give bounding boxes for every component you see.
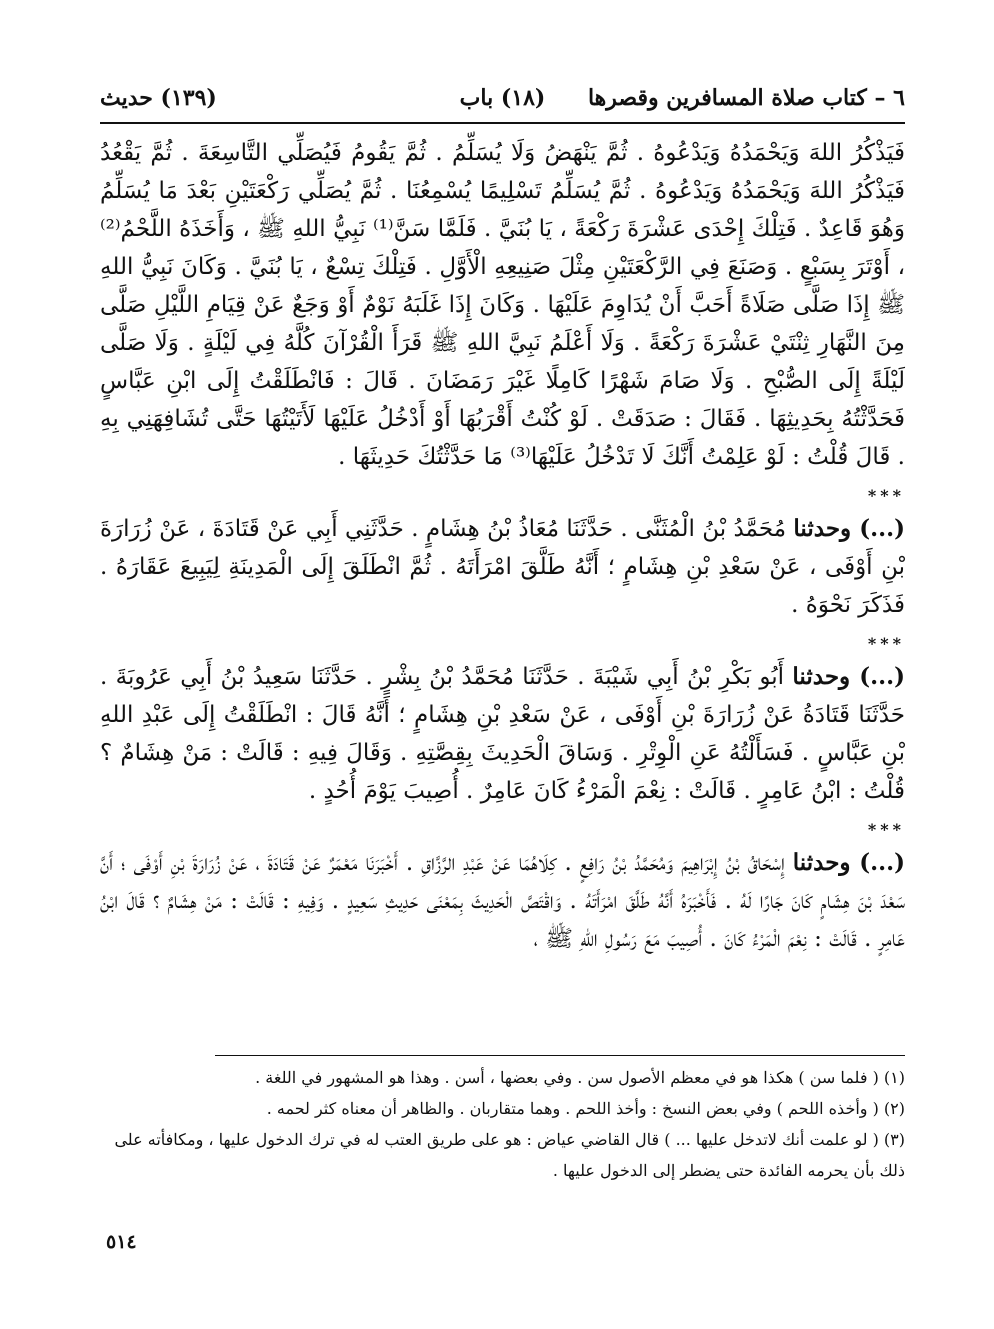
hadith-lead: (...) وحدثنا <box>793 515 905 542</box>
hadith-text: أَبُو بَكْرِ بْنُ أَبِي شَيْبَةَ . حَدَّثَنَا مُحَمَّدُ بْنُ بِشْرٍ . حَدَّثَنَا سَعِيدُ بْنُ أَبِي عَرُوبَةَ . حَدَّثَنَا قَتَادَةُ عَنْ زُرَارَةَ بْنِ أَوْفَى ، عَنْ سَعْدِ بْنِ هِشَامٍ ؛ أَنَّهُ قَالَ : انْطَلَقْتُ إِلَى عَبْدِ اللهِ بْنِ عَبَّاسٍ . فَسَأَلْتُهُ عَنِ الْوِتْرِ . وَسَاقَ الْحَدِيثَ بِقِصَّتِهِ . وَقَالَ فِيهِ : قَالَتْ : مَنْ هِشَامٌ ؟ قُلْتُ : ابْنُ عَامِرٍ . قَالَتْ : نِعْمَ الْمَرْءُ كَانَ عَامِرٌ . أُصِيبَ يَوْمَ أُحُدٍ . <box>100 664 905 804</box>
hadith-text: إِسْحَاقُ بْنُ إِبْرَاهِيمَ وَمُحَمَّدُ بْنُ رَافِعٍ . كِلَاهُمَا عَنْ عَبْدِ الرَّزَّاقِ . أَخْبَرَنَا مَعْمَرٌ عَنْ قَتَادَةَ ، عَنْ زُرَارَةَ بْنِ أَوْفَى ؛ أَنَّ سَعْدَ بْنَ هِشَامٍ كَانَ جَارًا لَهُ . فَأَخْبَرَهُ أَنَّهُ طَلَّقَ امْرَأَتَهُ . وَاقْتَصَّ الْحَدِيثَ بِمَعْنَى حَدِيثِ سَعِيدٍ . وَفِيهِ : قَالَتْ : مَنْ هِشَامٌ ؟ قَالَ ابْنُ عَامِرٍ . قَالَتْ : نِعْمَ الْمَرْءُ كَانَ . أُصِيبَ مَعَ رَسُولِ اللهِ ﷺ ، <box>100 850 905 952</box>
section-separator: *** <box>867 634 905 653</box>
hadith-number: (١٣٩) حديث <box>100 85 217 111</box>
footnote: (٣) ( لو علمت أنك لاتدخل عليها ... ) قال القاضي عياض : هو على طريق العتب له في ترك الدخول عليها ، ومكافأته على ذلك بأن يحرمه الفائدة حتى يضطر إلى الدخول عليها . <box>114 1130 905 1180</box>
footnote-rule <box>215 1055 905 1056</box>
header-rule <box>100 122 905 124</box>
hadith-paragraph: فَيَذْكُرُ اللهَ وَيَحْمَدُهُ وَيَدْعُوهُ . ثُمَّ يَنْهَضُ وَلَا يُسَلِّمُ . ثُمَّ يَقُومُ فَيُصَلِّي التَّاسِعَةَ . ثُمَّ يَقْعُدُ فَيَذْكُرُ اللهَ وَيَحْمَدُهُ وَيَدْعُوهُ . ثُمَّ يُسَلِّمُ تَسْلِيمًا يُسْمِعُنَا . ثُمَّ يُصَلِّي رَكْعَتَيْنِ بَعْدَ مَا يُسَلِّمُ وَهُوَ قَاعِدٌ . فَتِلْكَ إِحْدَى عَشْرَةَ رَكْعَةً ، يَا بُنَيَّ . فَلَمَّا سَنَّ⁽¹⁾ نَبِيُّ اللهِ ﷺ ، وَأَخَذَهُ اللَّحْمُ⁽²⁾ ، أَوْتَرَ بِسَبْعٍ . وَصَنَعَ فِي الرَّكْعَتَيْنِ مِثْلَ صَنِيعِهِ الْأَوَّلِ . فَتِلْكَ تِسْعٌ ، يَا بُنَيَّ . وَكَانَ نَبِيُّ اللهِ ﷺ إِذَا صَلَّى صَلَاةً أَحَبَّ أَنْ يُدَاوِمَ عَلَيْهَا . وَكَانَ إِذَا غَلَبَهُ نَوْمٌ أَوْ وَجَعٌ عَنْ قِيَامِ اللَّيْلِ صَلَّى مِنَ النَّهَارِ ثِنْتَيْ عَشْرَةَ رَكْعَةً . وَلَا أَعْلَمُ نَبِيَّ اللهِ ﷺ قَرَأَ الْقُرْآنَ كُلَّهُ فِي لَيْلَةٍ . وَلَا صَلَّى لَيْلَةً إِلَى الصُّبْحِ . وَلَا صَامَ شَهْرًا كَامِلًا غَيْرَ رَمَضَانَ . قَالَ : فَانْطَلَقْتُ إِلَى ابْنِ عَبَّاسٍ فَحَدَّثْتُهُ بِحَدِيثِهَا . فَقَالَ : صَدَقَتْ . لَوْ كُنْتُ أَقْرَبُهَا أَوْ أَدْخُلُ عَلَيْهَا لَأَتَيْتُهَا حَتَّى تُشَافِهَنِي بِهِ . قَالَ قُلْتُ : لَوْ عَلِمْتُ أَنَّكَ لَا تَدْخُلُ عَلَيْهَا⁽³⁾ مَا حَدَّثْتُكَ حَدِيثَهَا . <box>100 140 905 470</box>
hadith-lead: (...) وحدثنا <box>792 663 905 690</box>
footnotes <box>100 1062 905 1186</box>
section-number: (١٨) باب <box>459 85 546 111</box>
page-number: ٥١٤ <box>106 1231 137 1253</box>
footnote: (٢) ( وأخذه اللحم ) وفي بعض النسخ : وأخذ اللحم . وهما متقاربان . والظاهر أن معناه كثر لحمه . <box>266 1099 905 1118</box>
hadith-paragraph <box>100 658 905 810</box>
main-text <box>100 134 905 958</box>
footnote: (١) ( فلما سن ) هكذا هو في معظم الأصول سن . وفي بعضها ، أسن . وهذا هو المشهور في اللغة . <box>255 1068 905 1087</box>
section-separator: *** <box>867 820 905 839</box>
hadith-lead: (...) وحدثنا <box>792 849 905 876</box>
chapter-title: ٦ – كتاب صلاة المسافرين وقصرها <box>587 85 905 111</box>
hadith-text: مُحَمَّدُ بْنُ الْمُثَنَّى . حَدَّثَنَا مُعَاذُ بْنُ هِشَامٍ . حَدَّثَنِي أَبِي عَنْ قَتَادَةَ ، عَنْ زُرَارَةَ بْنِ أَوْفَى ، عَنْ سَعْدِ بْنِ هِشَامٍ ؛ أَنَّهُ طَلَّقَ امْرَأَتَهُ . ثُمَّ انْطَلَقَ إِلَى الْمَدِينَةِ لِيَبِيعَ عَقَارَهُ . فَذَكَرَ نَحْوَهُ . <box>100 516 905 618</box>
section-separator: *** <box>867 486 905 505</box>
running-head <box>100 78 905 118</box>
book-page <box>100 70 905 1290</box>
hadith-paragraph <box>100 510 905 624</box>
hadith-paragraph <box>100 844 905 958</box>
